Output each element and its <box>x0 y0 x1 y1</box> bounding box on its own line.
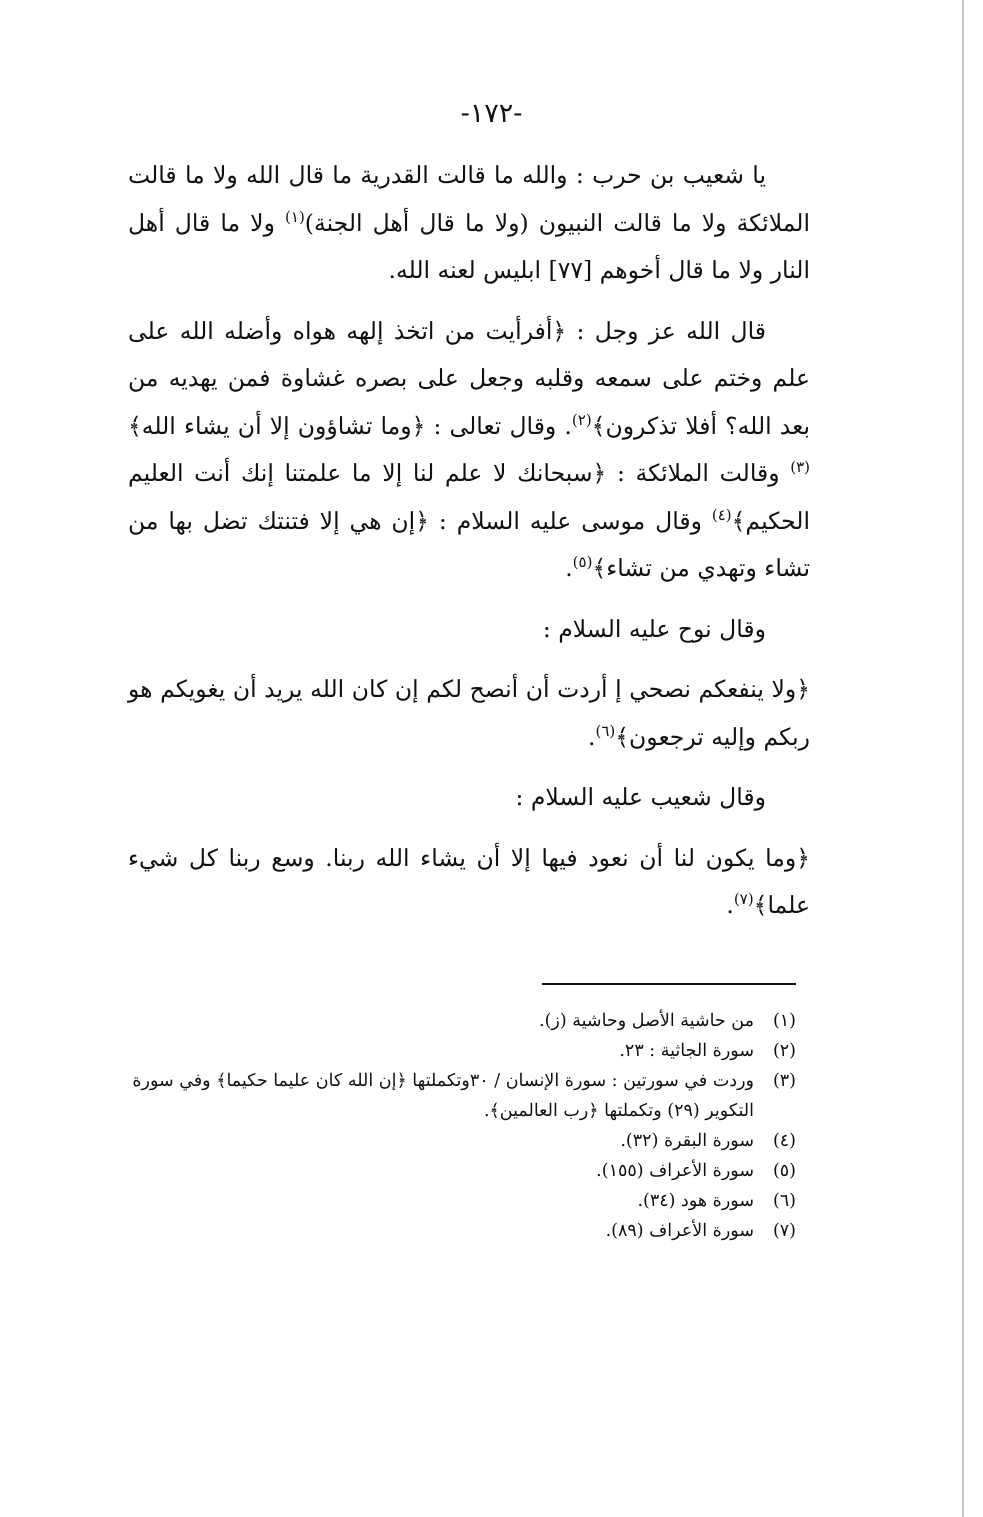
footnote-reference: (٣) <box>790 458 810 477</box>
main-text <box>128 152 810 943</box>
footnote-item <box>128 1066 796 1126</box>
footnote-reference: (٤) <box>711 505 732 524</box>
paragraph <box>128 152 810 295</box>
footnote-reference: (١) <box>285 207 305 226</box>
footnote-item <box>128 1036 796 1066</box>
footnote-reference: (٦) <box>595 721 616 740</box>
footnote-number: (٣) <box>772 1071 796 1091</box>
text-run: وقال نوح عليه السلام : <box>542 614 766 643</box>
footnote-item <box>128 1216 796 1246</box>
footnote-separator <box>542 983 796 985</box>
footnote-text: وردت في سورتين : سورة الإنسان / ٣٠وتكملتها ﴿إن الله كان عليما حكيما﴾ وفي سورة التكوير (٢٩) وتكملتها ﴿رب العالمين﴾. <box>132 1071 754 1121</box>
footnote-number: (٢) <box>772 1041 796 1061</box>
paragraph <box>128 308 810 593</box>
footnote-number: (٥) <box>772 1161 796 1181</box>
footnote-item <box>128 1006 796 1036</box>
text-run: ﴿وما يكون لنا أن نعود فيها إلا أن يشاء الله ربنا. وسع ربنا كل شيء علما﴾ <box>128 843 810 919</box>
text-run: . <box>565 554 573 582</box>
text-run: وقالت الملائكة : ﴿سبحانك لا علم لنا إلا ما علمتنا إنك أنت العليم الحكيم﴾ <box>128 459 810 535</box>
page-edge-rule <box>962 0 964 1517</box>
text-run: وقال شعيب عليه السلام : <box>515 783 766 811</box>
paragraph <box>128 666 810 761</box>
text-run: ولا ما قال أهل النار ولا ما قال أخوهم [٧٧] ابليس لعنه الله. <box>128 208 810 284</box>
footnote-reference: (٥) <box>572 553 593 572</box>
footnote-number: (٤) <box>772 1131 796 1151</box>
footnote-number: (١) <box>772 1011 796 1031</box>
footnote-number: (٧) <box>772 1221 796 1241</box>
text-run: يا شعيب بن حرب : والله ما قالت القدرية ما قال الله ولا ما قالت الملائكة ولا ما قالت النبيون (ولا ما قال أهل الجنة) <box>128 161 810 237</box>
footnote-item <box>128 1186 796 1216</box>
footnote-text: من حاشية الأصل وحاشية (ز). <box>539 1011 754 1031</box>
text-run: . <box>588 722 596 751</box>
text-run: . وقال تعالى : ﴿وما تشاؤون إلا أن يشاء الله﴾ <box>128 411 572 440</box>
text-run: قال الله عز وجل : ﴿أفرأيت من اتخذ إلهه هواه وأضله الله على علم وختم على سمعه وقلبه وجعل على بصره غشاوة فمن يهديه من بعد الله؟ أفلا تذكرون﴾ <box>128 316 810 440</box>
footnote-text: سورة البقرة (٣٢). <box>620 1131 754 1151</box>
footnote-item <box>128 1126 796 1156</box>
paragraph <box>128 835 810 930</box>
text-run: ﴿ولا ينفعكم نصحي إ أردت أن أنصح لكم إن كان الله يريد أن يغويكم هو ربكم وإليه ترجعون﴾ <box>128 675 810 751</box>
page-number: -١٧٢- <box>460 98 523 129</box>
footnote-item <box>128 1156 796 1186</box>
footnote-text: سورة الأعراف (٨٩). <box>605 1221 754 1241</box>
text-run: وقال موسى عليه السلام : ﴿إن هي إلا فتنتك تضل بها من تشاء وتهدي من تشاء﴾ <box>128 506 810 582</box>
footnote-text: سورة الأعراف (١٥٥). <box>596 1161 754 1181</box>
footnote-reference: (٢) <box>571 410 592 429</box>
paragraph <box>128 774 810 822</box>
footnote-text: سورة الجاثية : ٢٣. <box>619 1041 754 1061</box>
paragraph <box>128 606 810 654</box>
footnote-number: (٦) <box>772 1191 796 1211</box>
text-run: . <box>726 891 734 919</box>
footnote-text: سورة هود (٣٤). <box>637 1191 754 1211</box>
footnote-reference: (٧) <box>733 890 754 909</box>
footnotes <box>128 1006 796 1246</box>
